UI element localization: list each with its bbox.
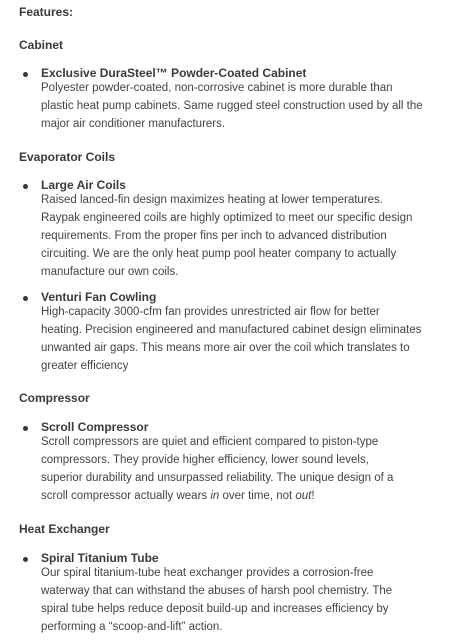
feature-description-line: major air conditioner manufacturers. (41, 118, 226, 130)
feature-description-line: requirements. From the proper fins per inch to advanced distribution (41, 230, 387, 242)
feature-description-line: Raised lanced-fin design maximizes heating at lower temperatures. (41, 194, 383, 206)
feature-description-line-emphasis (41, 489, 315, 504)
line-text: over time, not (219, 490, 296, 502)
section-heading-compressor: Compressor (19, 391, 90, 405)
feature-description-line: manufacture our own coils. (41, 266, 179, 278)
feature-description-line: plastic heat pump cabinets. Same rugged steel construction used by all the (41, 100, 423, 112)
emphasis-out: out (295, 490, 312, 502)
bullet-icon (23, 184, 28, 189)
feature-description-line: Raypak engineered coils are highly optimized to meet our specific design (41, 212, 413, 224)
feature-description-line: circuiting. We are the only heat pump pool heater company to actually (41, 248, 397, 260)
feature-title: Exclusive DuraSteel™ Powder-Coated Cabinet (41, 66, 307, 80)
feature-title: Spiral Titanium Tube (41, 551, 159, 565)
emphasis-in: in (210, 490, 220, 502)
page-title: Features: (19, 5, 74, 19)
feature-description-line: performing a “scoop-and-lift” action. (41, 621, 223, 633)
section-heading-heat-exchanger: Heat Exchanger (19, 522, 110, 536)
line-text: ! (311, 490, 315, 502)
bullet-icon (23, 296, 28, 301)
feature-description-line: greater efficiency (41, 360, 129, 372)
bullet-icon (23, 426, 28, 431)
section-heading-cabinet: Cabinet (19, 38, 64, 52)
bullet-icon (23, 557, 28, 562)
feature-description-line: Polyester powder-coated, non-corrosive cabinet is more durable than (41, 82, 393, 94)
feature-description-line: compressors. They provide higher efficiency, lower sound levels, (41, 454, 369, 466)
feature-description-line: Our spiral titanium-tube heat exchanger provides a corrosion-free (41, 567, 374, 579)
feature-title: Large Air Coils (41, 178, 126, 192)
feature-description-line: superior durability and unsurpassed reliability. The unique design of a (41, 472, 394, 484)
line-text: scroll compressor actually wears (41, 490, 211, 502)
section-heading-evaporator-coils: Evaporator Coils (19, 150, 116, 164)
feature-description-line: unwanted air gaps. This means more air over the coil which translates to (41, 342, 410, 354)
feature-title: Scroll Compressor (41, 420, 149, 434)
feature-description-line: heating. Precision engineered and manufactured cabinet design eliminates (41, 324, 422, 336)
feature-description-line: waterway that can withstand the abuses of harsh pool chemistry. The (41, 585, 393, 597)
feature-description-line: Scroll compressors are quiet and efficient compared to piston-type (41, 436, 379, 448)
feature-title: Venturi Fan Cowling (41, 290, 157, 304)
feature-description-line: spiral tube helps reduce deposit build-up and increases efficiency by (41, 603, 389, 615)
feature-description-line: High-capacity 3000-cfm fan provides unrestricted air flow for better (41, 306, 380, 318)
bullet-icon (23, 72, 28, 77)
